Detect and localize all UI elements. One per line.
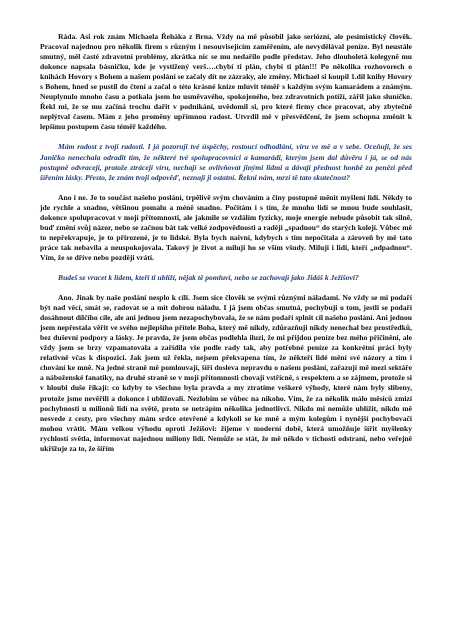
paragraph-answer-mission: Ano. Jinak by naše poslání nesplo k cíli. Jsem sice člověk se svými různými náladami. Ne vždy se mi podaří být nad věcí, smát se, radovat se a mít dobrou náladu. I já jsem občas smutná, pochybuji o tom, jestli se podaří dosáhnout dílčího cíle, ale ani jednou jsem nezapochybovala, že se nám podaří splnit cíl našeho poslání. Ani jednou jsem nepřestala věřit ve svého nejlepšího přítele Boha, který mě nikdy, zdůrazňuji nikdy nenechal bez prostředků, bez duševní podpory a lásky. Je pravda, že jsem občas podlehla iluzi, že mi přijdou peníze bez mého přičinění, ale vždy jsem se brzy vzpamatovala a zařídila vše podle rady tak, aby potřebné peníze za konkrétní práci byly relativně včas k dispozici. Jak jsem už řekla, nejsem překvapena tím, že někteří lidé mění své názory a tím i chování ke mně. Na jedné straně mě pomlouvají, šíří dosleva nepravdu o našem poslání, zařazují mě mezi sektáře a náboženské fanatiky, na druhé straně se v mojí přítomnosti chovají vstřícně, s respektem a se zájmem, protože si v hloubi duše říkají: co kdyby to všechno byla pravda a my ztratíme veškeré výhody, které nám byly slibeny, protože jsme nevěřili a dokonce i ubližovali. Nezlobím se vůbec na nikoho. Vím, že za několik málo měsíců zmizí pochybnosti u milionů lidí na světě, proto se netrápím několika jednotlivci. Nikdo mi nemůže ublížit, nikdo mě nesvede z cesty, pro všechny mám srdce otevřené a kdykoli se ke mně a mým kolegům i nynější pochybovačí mohou vrátit. Mám velkou výhodu oproti Ježíšovi: žijeme v moderní době, která umožňuje šířit myšlenky rychlostí světla, informovat najednou miliony lidí. Nemůže se stát, že mě někdo v tichosti odstraní, nebo veřejně ukřižuje za to, že šířím xyxy=(40,293,412,453)
paragraph-question-judas: Budeš se vracet k lidem, kteří ti ublíží, nějak tě pomluví, nebo se zachovají jako Jidáš k Ježíšovi? xyxy=(58,272,359,282)
paragraph-spacer xyxy=(40,183,412,193)
paragraph-michael-story: Ráda. Asi rok znám Michaela Řeháka z Brna. Vždy na mě působil jako seriózní, ale pesimistický člověk. Pracoval najednou pro několik firem s různým i nesouvisejícím zaměřením, ale nevydělával peníze. Byl neustále smutný, měl časté zdravotní problémy, zkrátka nic se mu nedařilo podle představ. Jeho dlouholetá kolegyně mu dokonce napsala básničku, kde je vystižený verš….chybí ti plán, chybí ti plán!!! Po několika rozhovorech o knihách Hovory s Bohem a našem poslání se začaly dít ne zázraky, ale změny. Michael si koupil 1.díl knihy Hovory s Bohem, hned se pustil do čtení a začal o této krásné knize mluvit téměř s každým svým kamarádem a známým. Neuplynulo mnoho času a potkala jsem ho usměvavého, spokojeného, bez zdravotních potíží, zářil jako sluníčko. Řekl mi, že se mu začíná trochu dařit v podnikání, uvědomil si, pro které firmy chce pracovat, aby zbytečně neplýtval časem. Mám z jeho proměny upřímnou radost. Utvrdil mě v přesvědčení, že jsem schopna změnit k lepšímu postupem času téměř každého. xyxy=(40,32,412,132)
paragraph-spacer xyxy=(40,283,412,293)
paragraph-question-joy: Mám radost z tvojí radosti. I já pozoruji tvé úspěchy, rostoucí odhodlání, víru ve mě a v sebe. Oceňuji, že ses Janičko nenechala odradit tím, že některé tvé spolupracovníci a kamarádi, kterým jsem dal důvěru i já, se od nás postupně odvracejí, protože ztrácejí víru, nechají se ovlivňovat jinými lidmi a dávají přednost honbě za penězi před šířením lásky. Přesto, že znám tvoji odpověď, neznají ji ostatní. Řekni nám, mrzí tě tato skutečnost? xyxy=(40,142,412,182)
paragraph-spacer xyxy=(40,132,412,142)
paragraph-spacer xyxy=(40,263,412,273)
paragraph-answer-yes-and-no: Ano i ne. Je to součást našeho poslání, trpělivě svým chováním a činy postupně měnit myšlení lidí. Někdy to jde rychle a snadno, většinou pomalu a méně snadno. Počítám i s tím, že mnoho lidí se mnou bude souhlasit, dokonce spolupracovat v mojí přítomnosti, ale jakmile se vzdálím fyzicky, moje energie nebude působit tak silně, buď změní svůj názor, nebo se začnou bát tak velké zodpovědnosti a raději „spadnou“ do starých kolejí. Vůbec mě to nepřekvapuje, je to přirozené, je to lidské. Byla bych naivní, kdybych s tím nepočítala a zároveň by mě tato práce tak nebavila a neuspokojovala. Takový je život a miluji ho se vším všudy. Miluji i lidi, kteří „odpadnou“. Vím, že se dříve nebo později vrátí. xyxy=(40,192,412,262)
